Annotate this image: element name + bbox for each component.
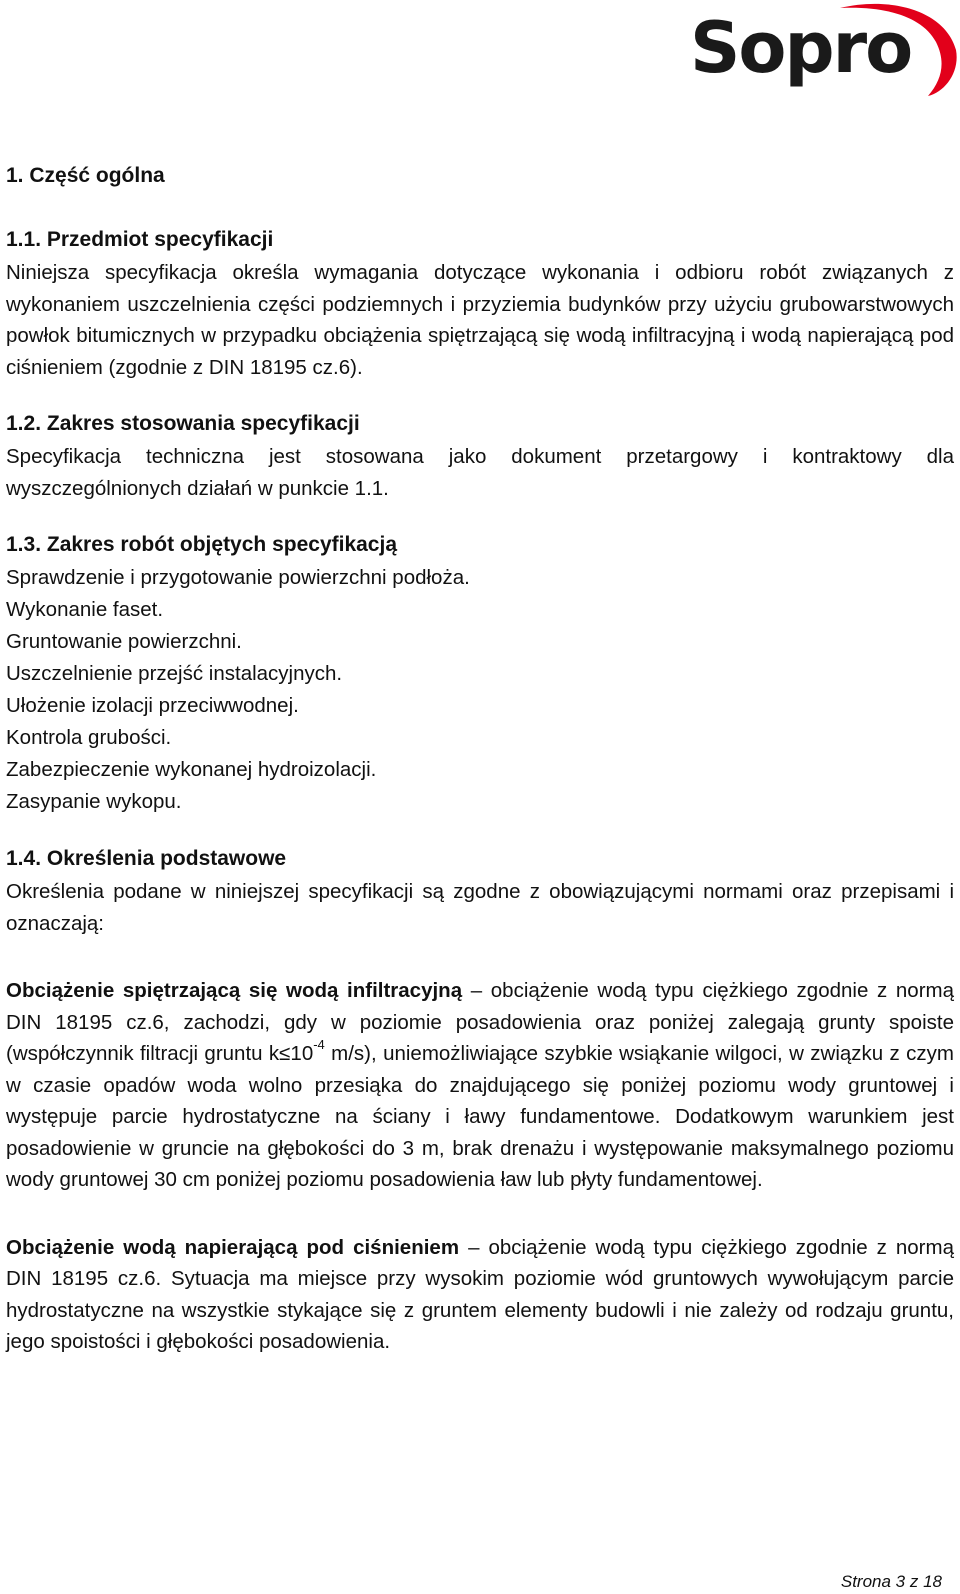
- list-item: Wykonanie faset.: [6, 598, 164, 621]
- company-header: [20, 6, 294, 75]
- document-body: [6, 163, 954, 1358]
- definition-text-continued: m/s), uniemożliwiające szybkie wsiąkanie wilgoci, w związku z czym w czasie opadów woda wolno przesiąka do znajdującego się poniżej poziomu wody gruntowej i występuje parcie hydrostatyczne na ściany i ławy fundamentowe. Dodatkowym warunkiem jest posadowienie w gruncie na głębokości do 3 m, brak drenażu i występowanie maksymalnego poziomu wody gruntowej 30 cm poniżej poziomu posadowienia ław lub płyty fundamentowej.: [6, 1042, 954, 1191]
- list-item: Zasypanie wykopu.: [6, 790, 182, 813]
- definition-text: – obciążenie wodą typu ciężkiego zgodnie z normą DIN 18195 cz.6. Sytuacja ma miejsce przy wysokim poziomie wód gruntowych wywołującym parcie hydrostatyczne na wszystkie stykające się z gruntem elementy budowli i nie zależy od rodzaju gruntu, jego spoistości i głębokości posadowienia.: [6, 1235, 954, 1353]
- list-item: Gruntowanie powierzchni.: [6, 630, 242, 653]
- list-item: Sprawdzenie i przygotowanie powierzchni podłoża.: [6, 566, 470, 589]
- section-1-3: [6, 532, 954, 818]
- section-1-2: [6, 411, 954, 504]
- section-paragraph: Niniejsza specyfikacja określa wymagania dotyczące wykonania i odbioru robót związanych z wykonaniem uszczelnienia części podziemnych i przyziemia budynków przy użyciu grubowarstwowych powłok bitumicznych w przypadku obciążenia spiętrzającą się wodą infiltracyjną i wodą napierającą pod ciśnieniem (zgodnie z DIN 18195 cz.6).: [6, 261, 954, 379]
- list-item: Zabezpieczenie wykonanej hydroizolacji.: [6, 758, 377, 781]
- company-website: www.sopro.pl: [20, 54, 131, 73]
- definition-term: Obciążenie spiętrzającą się wodą infiltracyjną: [6, 979, 463, 1002]
- list-item: Uszczelnienie przejść instalacyjnych.: [6, 662, 343, 685]
- section-1-1: [6, 227, 954, 383]
- section-heading: 1.4. Określenia podstawowe: [6, 847, 287, 870]
- section-paragraph: Określenia podane w niniejszej specyfikacji są zgodne z obowiązującymi normami oraz przepisami i oznaczają:: [6, 880, 954, 935]
- definition-term: Obciążenie wodą napierającą pod ciśnieniem: [6, 1235, 460, 1259]
- logo-text: Sopro: [690, 7, 912, 89]
- section-heading: 1.3. Zakres robót objętych specyfikacją: [6, 533, 398, 556]
- list-item: Kontrola grubości.: [6, 726, 172, 749]
- list-item: Ułożenie izolacji przeciwwodnej.: [6, 694, 299, 717]
- definition-pressure-water: [6, 1232, 954, 1358]
- company-address: ul. Poleczki 23F, 02-822 Warszawa: [20, 31, 294, 50]
- section-heading: 1.1. Przedmiot specyfikacji: [6, 228, 274, 251]
- section-paragraph: Specyfikacja techniczna jest stosowana jako dokument przetargowy i kontraktowy dla wyszczególnionych działań w punkcie 1.1.: [6, 445, 954, 500]
- definition-text: – obciążenie wodą typu ciężkiego zgodnie z normą DIN 18195 cz.6, zachodzi, gdy w poziomie posadowienia oraz poniżej zalegają grunty spoiste (współczynnik filtracji gruntu k≤10: [6, 979, 954, 1065]
- section-1-4: [6, 846, 954, 1358]
- exponent: -4: [313, 1037, 325, 1053]
- scope-list: [6, 562, 954, 818]
- company-name: Sopro Polska Sp. z o.o.: [20, 8, 208, 27]
- section-heading: 1.2. Zakres stosowania specyfikacji: [6, 412, 360, 435]
- sopro-logo: [690, 0, 958, 100]
- definition-infiltration-water: [6, 975, 954, 1196]
- page-number: Strona 3 z 18: [840, 1572, 942, 1591]
- document-title: 1. Część ogólna: [6, 164, 165, 187]
